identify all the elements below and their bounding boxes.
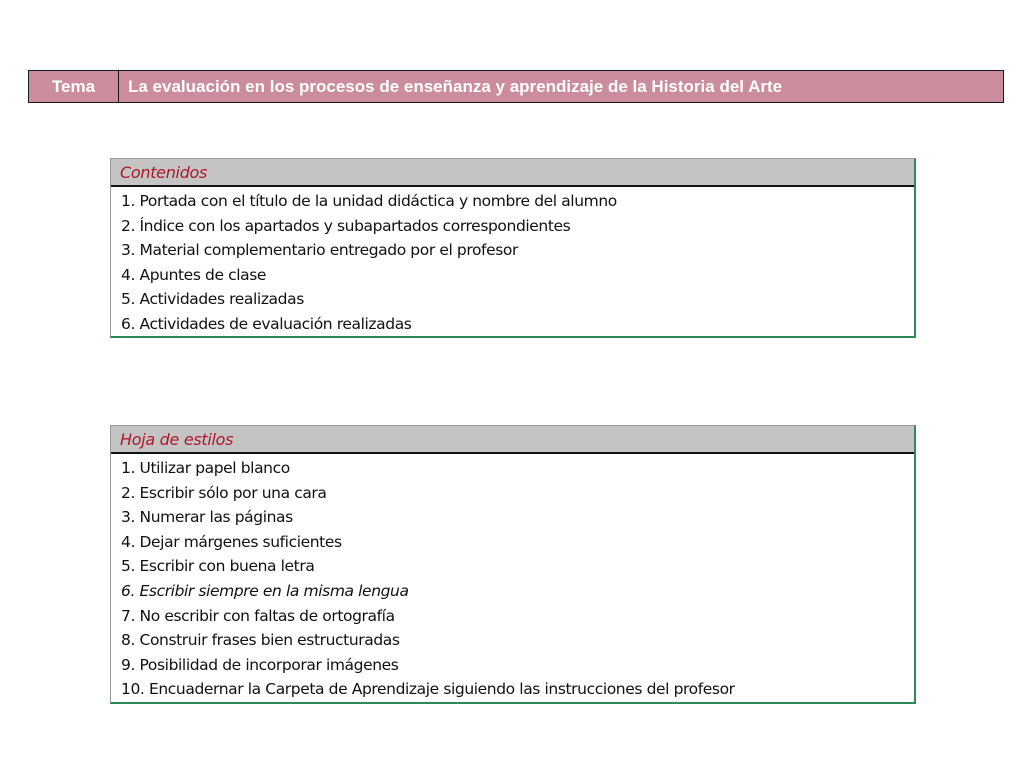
hoja-estilos-item: 2. Escribir sólo por una cara	[121, 483, 327, 502]
contenidos-item: 4. Apuntes de clase	[121, 265, 267, 284]
hoja-estilos-item: 9. Posibilidad de incorporar imágenes	[121, 655, 399, 674]
tema-table	[28, 70, 1004, 103]
hoja-estilos-item: 5. Escribir con buena letra	[121, 557, 315, 576]
hoja-estilos-item: 3. Numerar las páginas	[121, 508, 293, 527]
contenidos-panel	[110, 158, 916, 338]
contenidos-item: 3. Material complementario entregado por el profesor	[121, 241, 518, 260]
hoja-estilos-item: 6. Escribir siempre en la misma lengua	[121, 581, 409, 600]
hoja-estilos-item: 1. Utilizar papel blanco	[121, 459, 290, 477]
contenidos-item: 1. Portada con el título de la unidad didáctica y nombre del alumno	[121, 192, 617, 210]
contenidos-header: Contenidos	[111, 159, 914, 187]
hoja-estilos-header: Hoja de estilos	[111, 426, 914, 454]
hoja-estilos-item: 7. No escribir con faltas de ortografía	[121, 606, 395, 625]
hoja-estilos-item: 4. Dejar márgenes suficientes	[121, 532, 342, 551]
contenidos-list	[111, 187, 914, 341]
contenidos-item: 5. Actividades realizadas	[121, 290, 304, 309]
hoja-estilos-item: 10. Encuadernar la Carpeta de Aprendizaje siguiendo las instrucciones del profesor	[121, 680, 735, 699]
hoja-estilos-item: 8. Construir frases bien estructuradas	[121, 631, 400, 650]
hoja-estilos-list	[111, 454, 914, 706]
contenidos-item: 2. Índice con los apartados y subapartados correspondientes	[121, 216, 571, 235]
contenidos-item: 6. Actividades de evaluación realizadas	[121, 314, 412, 333]
hoja-estilos-panel	[110, 425, 916, 704]
tema-label: Tema	[29, 71, 119, 102]
tema-value: La evaluación en los procesos de enseñanza y aprendizaje de la Historia del Arte	[128, 76, 783, 96]
